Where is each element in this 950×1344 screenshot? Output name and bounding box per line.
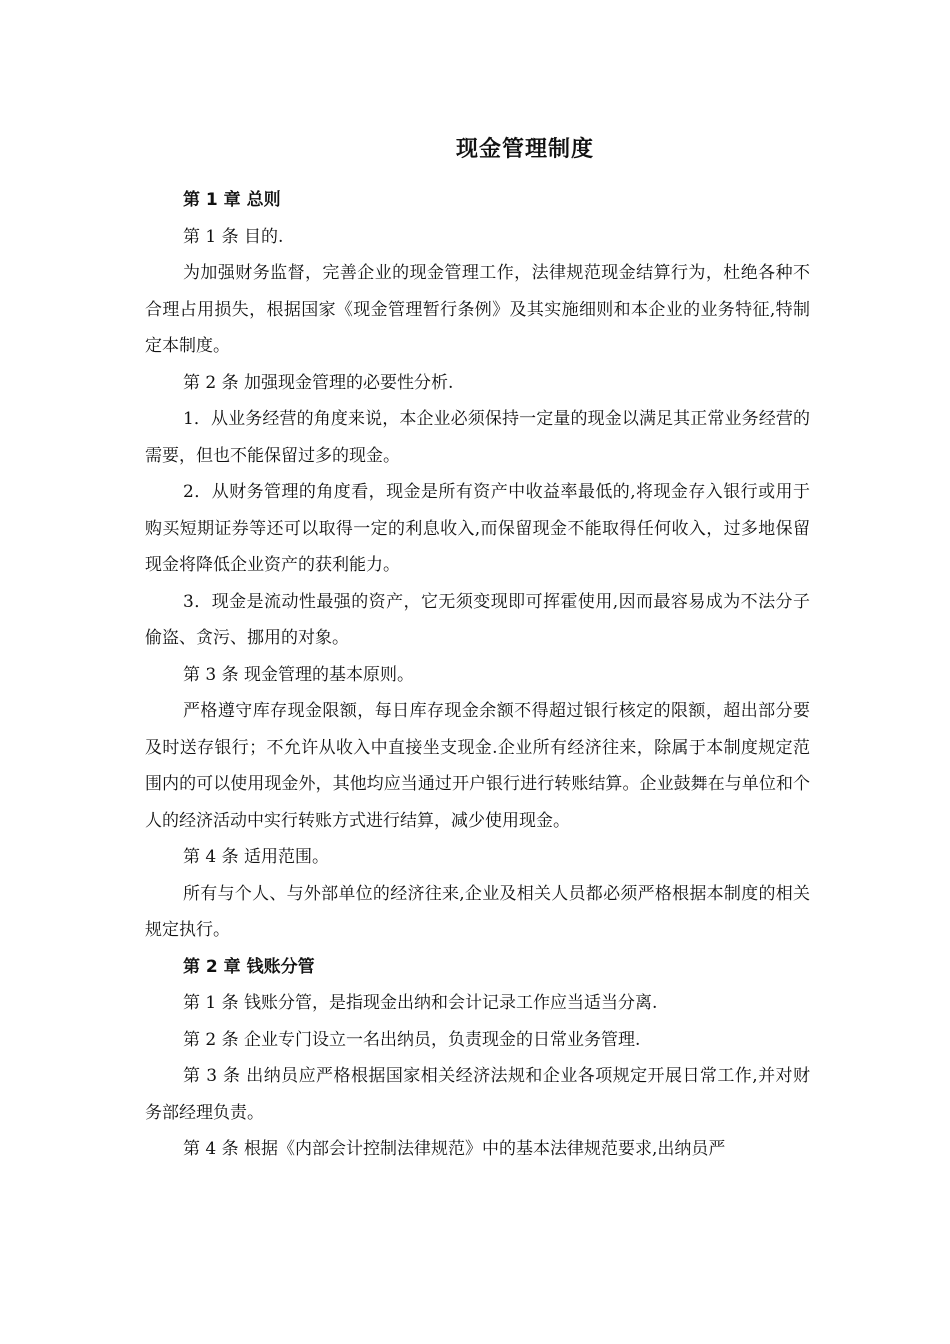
paragraph: 严格遵守库存现金限额，每日库存现金余额不得超过银行核定的限额，超出部分要及时送存银行；不允许从收入中直接坐支现金.企业所有经济往来，除属于本制度规定范围内的可以使用现金外，其他均应当通过开户银行进行转账结算。企业鼓舞在与单位和个人的经济活动中实行转账方式进行结算，减少使用现金。 — [145, 701, 810, 831]
article-heading: 第 1 条 目的. — [183, 226, 284, 247]
article-heading: 第 2 条 企业专门设立一名出纳员，负责现金的日常业务管理. — [183, 1029, 641, 1050]
article-heading: 第 2 条 加强现金管理的必要性分析. — [183, 372, 454, 393]
article-heading: 第 3 条 现金管理的基本原则。 — [183, 664, 415, 685]
article-heading: 第 4 条 根据《内部会计控制法律规范》中的基本法律规范要求,出纳员严 — [183, 1139, 726, 1159]
chapter-heading: 第 2 章 钱账分管 — [183, 956, 315, 977]
article-heading: 第 3 条 出纳员应严格根据国家相关经济法规和企业各项规定开展日常工作,并对财务部经理负责。 — [145, 1066, 810, 1123]
document-body — [145, 182, 810, 1168]
article-heading: 第 1 条 钱账分管，是指现金出纳和会计记录工作应当适当分离. — [183, 993, 658, 1013]
article-heading: 第 4 条 适用范围。 — [183, 847, 330, 867]
paragraph: 所有与个人、与外部单位的经济往来,企业及相关人员都必须严格根据本制度的相关规定执行。 — [145, 883, 810, 940]
paragraph: 为加强财务监督，完善企业的现金管理工作，法律规范现金结算行为，杜绝各种不合理占用损失，根据国家《现金管理暂行条例》及其实施细则和本企业的业务特征,特制定本制度。 — [145, 263, 810, 356]
chapter-heading: 第 1 章 总则 — [183, 190, 281, 210]
paragraph: 3．现金是流动性最强的资产，它无须变现即可挥霍使用,因而最容易成为不法分子偷盗、贪污、挪用的对象。 — [145, 591, 810, 648]
document-title: 现金管理制度 — [455, 137, 594, 162]
paragraph: 2．从财务管理的角度看，现金是所有资产中收益率最低的,将现金存入银行或用于购买短期证券等还可以取得一定的利息收入,而保留现金不能取得任何收入，过多地保留现金将降低企业资产的获利能力。 — [145, 482, 810, 575]
paragraph: 1．从业务经营的角度来说，本企业必须保持一定量的现金以满足其正常业务经营的需要，但也不能保留过多的现金。 — [145, 409, 810, 466]
